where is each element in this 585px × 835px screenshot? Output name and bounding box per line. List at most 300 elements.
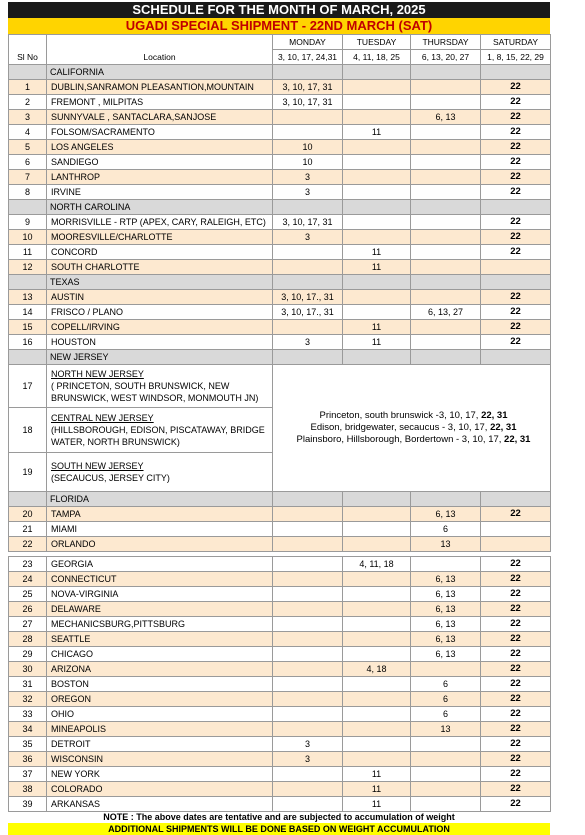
nj-note-dates: 22, 31 bbox=[490, 422, 517, 433]
row-thursday: 6 bbox=[411, 692, 481, 707]
row-location: ORLANDO bbox=[47, 537, 273, 552]
table-row bbox=[9, 722, 551, 737]
row-slno: 4 bbox=[9, 125, 47, 140]
row-thursday: 6, 13 bbox=[411, 572, 481, 587]
row-tuesday bbox=[343, 707, 411, 722]
row-thursday bbox=[411, 767, 481, 782]
nj-location bbox=[47, 365, 273, 408]
row-saturday: 22 bbox=[481, 125, 551, 140]
row-saturday: 22 bbox=[481, 752, 551, 767]
table-row bbox=[9, 602, 551, 617]
row-saturday: 22 bbox=[481, 647, 551, 662]
row-slno: 11 bbox=[9, 245, 47, 260]
row-tuesday bbox=[343, 587, 411, 602]
row-thursday bbox=[411, 737, 481, 752]
row-monday bbox=[273, 617, 343, 632]
row-saturday: 22 bbox=[481, 507, 551, 522]
row-tuesday: 11 bbox=[343, 320, 411, 335]
row-tuesday bbox=[343, 617, 411, 632]
row-thursday bbox=[411, 662, 481, 677]
row-monday: 3, 10, 17, 31 bbox=[273, 95, 343, 110]
region-label: NEW JERSEY bbox=[47, 350, 273, 365]
row-saturday: 22 bbox=[481, 632, 551, 647]
row-location: FOLSOM/SACRAMENTO bbox=[47, 125, 273, 140]
nj-location bbox=[47, 453, 273, 492]
table-row bbox=[9, 692, 551, 707]
row-thursday: 6 bbox=[411, 522, 481, 537]
row-tuesday bbox=[343, 140, 411, 155]
header-location: Location bbox=[47, 50, 273, 65]
row-location: OHIO bbox=[47, 707, 273, 722]
row-tuesday bbox=[343, 537, 411, 552]
row-monday bbox=[273, 572, 343, 587]
table-row bbox=[9, 557, 551, 572]
row-location: FRISCO / PLANO bbox=[47, 305, 273, 320]
row-slno: 15 bbox=[9, 320, 47, 335]
row-monday: 3 bbox=[273, 335, 343, 350]
nj-note-dates: 22, 31 bbox=[504, 434, 531, 445]
row-slno: 21 bbox=[9, 522, 47, 537]
row-thursday: 6, 13 bbox=[411, 617, 481, 632]
row-saturday: 22 bbox=[481, 692, 551, 707]
row-tuesday: 11 bbox=[343, 797, 411, 812]
row-saturday: 22 bbox=[481, 587, 551, 602]
table-row bbox=[9, 647, 551, 662]
row-location: COPELL/IRVING bbox=[47, 320, 273, 335]
table-row bbox=[9, 95, 551, 110]
table-row bbox=[9, 507, 551, 522]
table-row bbox=[9, 230, 551, 245]
header-dates-tuesday: 4, 11, 18, 25 bbox=[343, 50, 411, 65]
nj-note-text: Princeton, south brunswick -3, 10, 17, bbox=[319, 410, 482, 421]
row-thursday: 6, 13 bbox=[411, 632, 481, 647]
row-slno: 9 bbox=[9, 215, 47, 230]
table-row bbox=[9, 767, 551, 782]
table-row bbox=[9, 335, 551, 350]
nj-region-detail: (HILLSBOROUGH, EDISON, PISCATAWAY, BRIDGE WATER, NORTH BRUNSWICK) bbox=[51, 425, 265, 447]
row-location: NOVA-VIRGINIA bbox=[47, 587, 273, 602]
row-slno: 18 bbox=[9, 408, 47, 453]
row-tuesday: 11 bbox=[343, 260, 411, 275]
row-slno: 37 bbox=[9, 767, 47, 782]
row-thursday bbox=[411, 170, 481, 185]
row-slno: 34 bbox=[9, 722, 47, 737]
nj-region-title: NORTH NEW JERSEY bbox=[51, 369, 144, 379]
row-location: COLORADO bbox=[47, 782, 273, 797]
row-location: WISCONSIN bbox=[47, 752, 273, 767]
row-location: CHICAGO bbox=[47, 647, 273, 662]
nj-region-title: SOUTH NEW JERSEY bbox=[51, 461, 144, 471]
row-saturday: 22 bbox=[481, 230, 551, 245]
row-monday: 10 bbox=[273, 155, 343, 170]
row-monday bbox=[273, 320, 343, 335]
row-saturday: 22 bbox=[481, 335, 551, 350]
region-label: CALIFORNIA bbox=[47, 65, 273, 80]
row-thursday: 6, 13 bbox=[411, 587, 481, 602]
row-saturday: 22 bbox=[481, 557, 551, 572]
row-monday bbox=[273, 602, 343, 617]
row-slno: 13 bbox=[9, 290, 47, 305]
table-row bbox=[9, 170, 551, 185]
row-slno: 12 bbox=[9, 260, 47, 275]
header-dates-thursday: 6, 13, 20, 27 bbox=[411, 50, 481, 65]
header-day-thursday: THURSDAY bbox=[411, 35, 481, 50]
nj-schedule-note bbox=[273, 365, 551, 492]
row-slno: 30 bbox=[9, 662, 47, 677]
region-label: FLORIDA bbox=[47, 492, 273, 507]
row-tuesday: 11 bbox=[343, 335, 411, 350]
table-row bbox=[9, 305, 551, 320]
row-monday: 3 bbox=[273, 737, 343, 752]
row-saturday: 22 bbox=[481, 767, 551, 782]
row-location: BOSTON bbox=[47, 677, 273, 692]
row-saturday: 22 bbox=[481, 737, 551, 752]
row-slno: 33 bbox=[9, 707, 47, 722]
row-saturday: 22 bbox=[481, 782, 551, 797]
row-slno: 6 bbox=[9, 155, 47, 170]
row-thursday bbox=[411, 290, 481, 305]
table-row bbox=[9, 185, 551, 200]
row-thursday bbox=[411, 155, 481, 170]
row-tuesday: 11 bbox=[343, 782, 411, 797]
schedule-sheet bbox=[8, 2, 550, 835]
row-slno: 8 bbox=[9, 185, 47, 200]
row-monday bbox=[273, 537, 343, 552]
row-saturday: 22 bbox=[481, 95, 551, 110]
row-thursday: 6 bbox=[411, 677, 481, 692]
table-row bbox=[9, 782, 551, 797]
nj-region-title: CENTRAL NEW JERSEY bbox=[51, 413, 154, 423]
row-thursday bbox=[411, 185, 481, 200]
row-monday: 3 bbox=[273, 752, 343, 767]
region-label: TEXAS bbox=[47, 275, 273, 290]
row-slno: 14 bbox=[9, 305, 47, 320]
row-tuesday bbox=[343, 95, 411, 110]
row-slno: 2 bbox=[9, 95, 47, 110]
table-row bbox=[9, 245, 551, 260]
header-day-monday: MONDAY bbox=[273, 35, 343, 50]
row-tuesday bbox=[343, 602, 411, 617]
table-row bbox=[9, 215, 551, 230]
row-tuesday bbox=[343, 722, 411, 737]
nj-note-text: Plainsboro, Hillsborough, Bordertown - 3, 10, 17, bbox=[296, 434, 505, 445]
row-saturday: 22 bbox=[481, 602, 551, 617]
schedule-table bbox=[8, 34, 551, 812]
row-saturday: 22 bbox=[481, 662, 551, 677]
row-location: MINEAPOLIS bbox=[47, 722, 273, 737]
row-monday bbox=[273, 110, 343, 125]
row-location: DELAWARE bbox=[47, 602, 273, 617]
row-tuesday: 11 bbox=[343, 245, 411, 260]
row-saturday: 22 bbox=[481, 320, 551, 335]
row-location: NEW YORK bbox=[47, 767, 273, 782]
row-tuesday bbox=[343, 80, 411, 95]
row-slno: 39 bbox=[9, 797, 47, 812]
nj-note-text: Edison, bridgewater, secaucus - 3, 10, 17, bbox=[310, 422, 491, 433]
row-thursday bbox=[411, 320, 481, 335]
row-tuesday bbox=[343, 737, 411, 752]
header-day-tuesday: TUESDAY bbox=[343, 35, 411, 50]
region-row bbox=[9, 200, 551, 215]
table-row bbox=[9, 125, 551, 140]
nj-note-line bbox=[277, 422, 550, 434]
row-saturday: 22 bbox=[481, 572, 551, 587]
row-monday bbox=[273, 647, 343, 662]
table-row bbox=[9, 110, 551, 125]
row-monday bbox=[273, 557, 343, 572]
row-location: HOUSTON bbox=[47, 335, 273, 350]
row-saturday bbox=[481, 522, 551, 537]
table-row bbox=[9, 155, 551, 170]
row-tuesday: 4, 11, 18 bbox=[343, 557, 411, 572]
row-monday bbox=[273, 507, 343, 522]
table-row bbox=[9, 537, 551, 552]
row-tuesday bbox=[343, 522, 411, 537]
row-location: LOS ANGELES bbox=[47, 140, 273, 155]
row-location: TAMPA bbox=[47, 507, 273, 522]
row-thursday bbox=[411, 125, 481, 140]
row-tuesday bbox=[343, 632, 411, 647]
row-thursday: 6, 13 bbox=[411, 110, 481, 125]
row-thursday bbox=[411, 80, 481, 95]
row-location: MIAMI bbox=[47, 522, 273, 537]
region-row bbox=[9, 492, 551, 507]
row-tuesday bbox=[343, 290, 411, 305]
row-thursday bbox=[411, 245, 481, 260]
row-location: SOUTH CHARLOTTE bbox=[47, 260, 273, 275]
page-subtitle: UGADI SPECIAL SHIPMENT - 22ND MARCH (SAT) bbox=[8, 18, 550, 34]
table-row bbox=[9, 752, 551, 767]
row-slno: 26 bbox=[9, 602, 47, 617]
header-day-saturday: SATURDAY bbox=[481, 35, 551, 50]
region-row bbox=[9, 350, 551, 365]
row-saturday: 22 bbox=[481, 155, 551, 170]
table-row bbox=[9, 617, 551, 632]
region-row bbox=[9, 65, 551, 80]
table-row bbox=[9, 522, 551, 537]
row-slno: 27 bbox=[9, 617, 47, 632]
row-thursday: 6, 13 bbox=[411, 602, 481, 617]
row-slno: 7 bbox=[9, 170, 47, 185]
row-thursday bbox=[411, 335, 481, 350]
row-slno: 5 bbox=[9, 140, 47, 155]
row-tuesday bbox=[343, 110, 411, 125]
row-monday bbox=[273, 677, 343, 692]
row-slno: 32 bbox=[9, 692, 47, 707]
row-tuesday bbox=[343, 677, 411, 692]
row-slno: 29 bbox=[9, 647, 47, 662]
table-row bbox=[9, 797, 551, 812]
table-row bbox=[9, 632, 551, 647]
row-monday: 10 bbox=[273, 140, 343, 155]
row-saturday: 22 bbox=[481, 305, 551, 320]
table-row bbox=[9, 140, 551, 155]
row-monday: 3 bbox=[273, 170, 343, 185]
row-saturday: 22 bbox=[481, 110, 551, 125]
table-row bbox=[9, 80, 551, 95]
row-slno: 16 bbox=[9, 335, 47, 350]
row-thursday: 6, 13 bbox=[411, 647, 481, 662]
table-row bbox=[9, 677, 551, 692]
row-slno: 36 bbox=[9, 752, 47, 767]
row-monday bbox=[273, 522, 343, 537]
table-row bbox=[9, 737, 551, 752]
table-row bbox=[9, 707, 551, 722]
row-saturday: 22 bbox=[481, 722, 551, 737]
row-location: AUSTIN bbox=[47, 290, 273, 305]
row-slno: 23 bbox=[9, 557, 47, 572]
row-slno: 38 bbox=[9, 782, 47, 797]
row-slno: 20 bbox=[9, 507, 47, 522]
row-tuesday bbox=[343, 185, 411, 200]
row-tuesday bbox=[343, 305, 411, 320]
row-thursday bbox=[411, 215, 481, 230]
row-location: CONCORD bbox=[47, 245, 273, 260]
row-location: ARIZONA bbox=[47, 662, 273, 677]
row-monday bbox=[273, 797, 343, 812]
row-thursday bbox=[411, 230, 481, 245]
row-monday bbox=[273, 767, 343, 782]
row-slno: 24 bbox=[9, 572, 47, 587]
row-saturday: 22 bbox=[481, 245, 551, 260]
row-location: OREGON bbox=[47, 692, 273, 707]
row-location: FREMONT , MILPITAS bbox=[47, 95, 273, 110]
row-monday: 3, 10, 17, 31 bbox=[273, 80, 343, 95]
row-tuesday bbox=[343, 692, 411, 707]
row-location: CONNECTICUT bbox=[47, 572, 273, 587]
row-slno: 17 bbox=[9, 365, 47, 408]
nj-note-line bbox=[277, 434, 550, 446]
footer-additional: ADDITIONAL SHIPMENTS WILL BE DONE BASED ON WEIGHT ACCUMULATION bbox=[8, 823, 550, 835]
region-label: NORTH CAROLINA bbox=[47, 200, 273, 215]
row-saturday: 22 bbox=[481, 290, 551, 305]
row-monday: 3 bbox=[273, 185, 343, 200]
row-monday: 3, 10, 17, 31 bbox=[273, 215, 343, 230]
row-slno: 35 bbox=[9, 737, 47, 752]
row-thursday: 13 bbox=[411, 722, 481, 737]
row-location: MOORESVILLE/CHARLOTTE bbox=[47, 230, 273, 245]
row-location: DETROIT bbox=[47, 737, 273, 752]
nj-region-detail: ( PRINCETON, SOUTH BRUNSWICK, NEW BRUNSWICK, WEST WINDSOR, MONMOUTH JN) bbox=[51, 381, 259, 403]
row-slno: 22 bbox=[9, 537, 47, 552]
row-saturday: 22 bbox=[481, 170, 551, 185]
row-location: MORRISVILLE - RTP (APEX, CARY, RALEIGH, ETC) bbox=[47, 215, 273, 230]
row-tuesday bbox=[343, 230, 411, 245]
row-monday: 3, 10, 17., 31 bbox=[273, 290, 343, 305]
row-thursday: 6, 13 bbox=[411, 507, 481, 522]
row-monday bbox=[273, 707, 343, 722]
row-saturday: 22 bbox=[481, 140, 551, 155]
row-location: GEORGIA bbox=[47, 557, 273, 572]
row-location: IRVINE bbox=[47, 185, 273, 200]
header-dates-saturday: 1, 8, 15, 22, 29 bbox=[481, 50, 551, 65]
row-monday bbox=[273, 260, 343, 275]
row-tuesday bbox=[343, 507, 411, 522]
row-thursday bbox=[411, 95, 481, 110]
row-thursday: 6, 13, 27 bbox=[411, 305, 481, 320]
row-slno: 31 bbox=[9, 677, 47, 692]
row-tuesday bbox=[343, 215, 411, 230]
row-thursday bbox=[411, 140, 481, 155]
row-saturday: 22 bbox=[481, 80, 551, 95]
row-monday bbox=[273, 782, 343, 797]
row-tuesday: 11 bbox=[343, 767, 411, 782]
row-monday bbox=[273, 125, 343, 140]
row-location: SEATTLE bbox=[47, 632, 273, 647]
row-monday bbox=[273, 722, 343, 737]
row-monday bbox=[273, 662, 343, 677]
row-saturday: 22 bbox=[481, 185, 551, 200]
row-monday: 3 bbox=[273, 230, 343, 245]
row-thursday bbox=[411, 797, 481, 812]
row-slno: 25 bbox=[9, 587, 47, 602]
row-location: SUNNYVALE , SANTACLARA,SANJOSE bbox=[47, 110, 273, 125]
row-tuesday bbox=[343, 170, 411, 185]
footer-note: NOTE : The above dates are tentative and are subjected to accumulation of weight bbox=[8, 812, 550, 823]
row-thursday: 6 bbox=[411, 707, 481, 722]
row-tuesday bbox=[343, 572, 411, 587]
row-slno: 28 bbox=[9, 632, 47, 647]
row-saturday bbox=[481, 537, 551, 552]
row-saturday: 22 bbox=[481, 707, 551, 722]
row-slno: 10 bbox=[9, 230, 47, 245]
nj-region-detail: (SECAUCUS, JERSEY CITY) bbox=[51, 473, 170, 483]
row-thursday bbox=[411, 782, 481, 797]
row-monday bbox=[273, 245, 343, 260]
table-row bbox=[9, 320, 551, 335]
row-thursday bbox=[411, 752, 481, 767]
row-monday bbox=[273, 692, 343, 707]
nj-row bbox=[9, 365, 551, 408]
row-monday bbox=[273, 632, 343, 647]
table-row bbox=[9, 587, 551, 602]
row-thursday bbox=[411, 260, 481, 275]
row-monday: 3, 10, 17., 31 bbox=[273, 305, 343, 320]
row-location: ARKANSAS bbox=[47, 797, 273, 812]
table-row bbox=[9, 260, 551, 275]
header-slno: Sl No bbox=[9, 50, 47, 65]
table-row bbox=[9, 572, 551, 587]
page-title: SCHEDULE FOR THE MONTH OF MARCH, 2025 bbox=[8, 2, 550, 18]
row-tuesday: 11 bbox=[343, 125, 411, 140]
row-tuesday bbox=[343, 647, 411, 662]
row-location: SANDIEGO bbox=[47, 155, 273, 170]
row-location: DUBLIN,SANRAMON PLEASANTION,MOUNTAIN bbox=[47, 80, 273, 95]
row-saturday: 22 bbox=[481, 215, 551, 230]
row-saturday: 22 bbox=[481, 617, 551, 632]
table-row bbox=[9, 662, 551, 677]
header-dates-row bbox=[9, 50, 551, 65]
table-row bbox=[9, 290, 551, 305]
row-slno: 1 bbox=[9, 80, 47, 95]
row-tuesday: 4, 18 bbox=[343, 662, 411, 677]
row-location: MECHANICSBURG,PITTSBURG bbox=[47, 617, 273, 632]
row-tuesday bbox=[343, 752, 411, 767]
row-thursday: 13 bbox=[411, 537, 481, 552]
row-saturday bbox=[481, 260, 551, 275]
row-monday bbox=[273, 587, 343, 602]
row-saturday: 22 bbox=[481, 797, 551, 812]
nj-location bbox=[47, 408, 273, 453]
header-days-row bbox=[9, 35, 551, 50]
nj-note-line bbox=[277, 410, 550, 422]
row-slno: 3 bbox=[9, 110, 47, 125]
header-dates-monday: 3, 10, 17, 24,31 bbox=[273, 50, 343, 65]
nj-note-dates: 22, 31 bbox=[481, 410, 508, 421]
row-thursday bbox=[411, 557, 481, 572]
row-location: LANTHROP bbox=[47, 170, 273, 185]
row-tuesday bbox=[343, 155, 411, 170]
